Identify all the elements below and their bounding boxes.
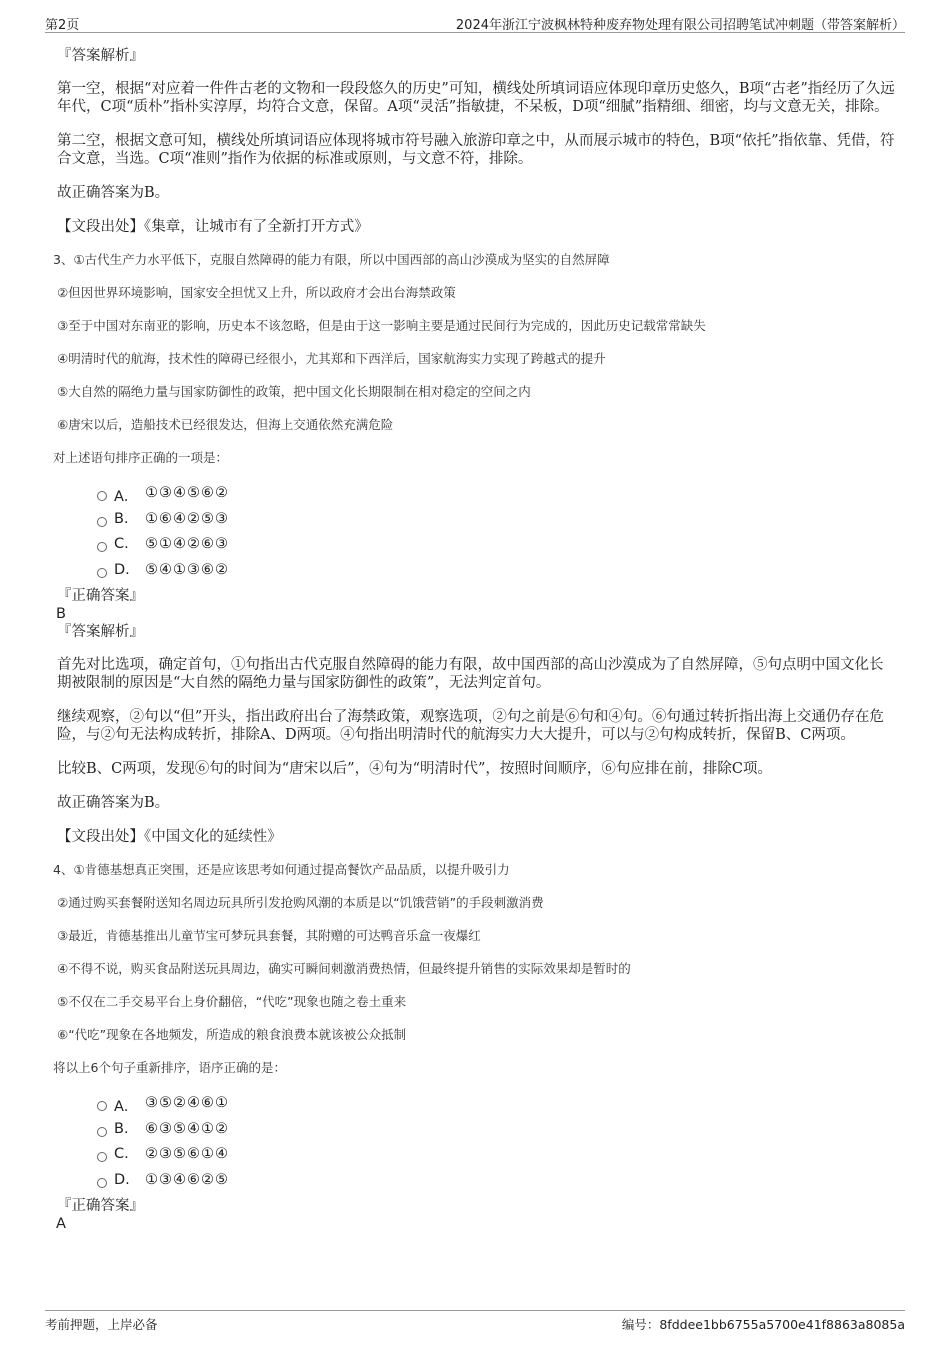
- answer-value: A: [56, 1216, 66, 1232]
- radio-button[interactable]: [97, 491, 107, 501]
- document-title: 2024年浙江宁波枫林特种废弃物处理有限公司招聘笔试冲刺题（带答案解析）: [455, 18, 905, 33]
- analysis-paragraph: 第一空，根据“对应着一件件古老的文物和一段段悠久的历史”可知，横线处所填词语应体现印章历史悠久，B项“古老”指经历了久远年代，C项“质朴”指朴实淳厚，均符合文意，保留。A项“灵活”指敏捷，不呆板，D项“细腻”指精细、细密，均与文意无关，排除。: [57, 81, 895, 115]
- radio-button[interactable]: [97, 1127, 107, 1137]
- analysis-paragraph: 第二空，根据文意可知，横线处所填词语应体现将城市符号融入旅游印章之中，从而展示城市的特色，B项“依托”指依靠、凭借，符合文意，当选。C项“准则”指作为依据的标准或原则，与文意不符，排除。: [57, 133, 895, 167]
- radio-button[interactable]: [97, 1152, 107, 1162]
- analysis-conclusion: 故正确答案为B。: [57, 795, 170, 811]
- question-sentence: 3、①古代生产力水平低下，克服自然障碍的能力有限，所以中国西部的高山沙漠成为坚实的自然屏障: [53, 252, 610, 267]
- source-citation: 【文段出处】《集章，让城市有了全新打开方式》: [57, 219, 369, 235]
- option-a[interactable]: A． ①③④⑤⑥②: [57, 484, 897, 510]
- source-citation: 【文段出处】《中国文化的延续性》: [57, 829, 282, 845]
- footer-slogan: 考前押题，上岸必备: [45, 1317, 158, 1332]
- analysis-paragraph: 比较B、C两项，发现⑥句的时间为“唐宋以后”，④句为“明清时代”，按照时间顺序，⑥句应排在前，排除C项。: [57, 761, 772, 777]
- answer-label: 『正确答案』: [57, 1198, 144, 1214]
- question-sentence: ④不得不说，购买食品附送玩具周边，确实可瞬间刺激消费热情，但最终提升销售的实际效果却是暂时的: [57, 961, 631, 976]
- option-c[interactable]: C. ②③⑤⑥①④: [57, 1145, 897, 1171]
- radio-button[interactable]: [97, 568, 107, 578]
- question-sentence: ②但因世界环境影响，国家安全担忧又上升，所以政府才会出台海禁政策: [57, 285, 456, 300]
- page-header: [45, 10, 905, 33]
- document-body: [53, 42, 897, 1233]
- document-id: 编号：8fddee1bb6755a5700e41f8863a8085a: [621, 1317, 905, 1332]
- option-c[interactable]: C. ⑤①④②⑥③: [57, 535, 897, 561]
- question-sentence: ②通过购买套餐附送知名周边玩具所引发抢购风潮的本质是以“饥饿营销”的手段刺激消费: [57, 895, 544, 910]
- question-prompt: 将以上6个句子重新排序，语序正确的是：: [53, 1060, 286, 1075]
- option-d[interactable]: D. ①③④⑥②⑤: [57, 1171, 897, 1197]
- option-b[interactable]: B. ⑥③⑤④①②: [57, 1120, 897, 1146]
- question-sentence: ③至于中国对东南亚的影响，历史本不该忽略，但是由于这一影响主要是通过民间行为完成的，因此历史记载常常缺失: [57, 318, 706, 333]
- question-prompt: 对上述语句排序正确的一项是：: [53, 450, 229, 465]
- question-sentence: ⑥“代吃”现象在各地频发，所造成的粮食浪费本就该被公众抵制: [57, 1027, 407, 1042]
- radio-button[interactable]: [97, 1101, 107, 1111]
- answer-value: B: [56, 606, 66, 622]
- question-sentence: ⑥唐宋以后，造船技术已经很发达，但海上交通依然充满危险: [57, 417, 394, 432]
- radio-button[interactable]: [97, 517, 107, 527]
- analysis-label: 『答案解析』: [57, 48, 144, 64]
- page-footer: [45, 1310, 905, 1332]
- question-sentence: ④明清时代的航海，技术性的障碍已经很小，尤其郑和下西洋后，国家航海实力实现了跨越式的提升: [57, 351, 606, 366]
- option-d[interactable]: D. ⑤④①③⑥②: [57, 561, 897, 587]
- question-sentence: 4、①肯德基想真正突围，还是应该思考如何通过提高餐饮产品品质，以提升吸引力: [53, 862, 510, 877]
- question-sentence: ⑤大自然的隔绝力量与国家防御性的政策，把中国文化长期限制在相对稳定的空间之内: [57, 384, 531, 399]
- analysis-paragraph: 首先对比选项，确定首句，①句指出古代克服自然障碍的能力有限，故中国西部的高山沙漠成为了自然屏障，⑤句点明中国文化长期被限制的原因是“大自然的隔绝力量与国家防御性的政策”，无法判定首句。: [57, 657, 884, 691]
- question-sentence: ③最近，肯德基推出儿童节宝可梦玩具套餐，其附赠的可达鸭音乐盒一夜爆红: [57, 928, 481, 943]
- question-sentence: ⑤不仅在二手交易平台上身价翻倍，“代吃”现象也随之卷土重来: [57, 994, 407, 1009]
- option-a[interactable]: A． ③⑤②④⑥①: [57, 1094, 897, 1120]
- option-b[interactable]: B. ①⑥④②⑤③: [57, 510, 897, 536]
- analysis-conclusion: 故正确答案为B。: [57, 185, 170, 201]
- answer-label: 『正确答案』: [57, 588, 144, 604]
- analysis-label: 『答案解析』: [57, 624, 144, 640]
- analysis-paragraph: 继续观察，②句以“但”开头，指出政府出台了海禁政策，观察选项，②句之前是⑥句和④句。⑥句通过转折指出海上交通仍存在危险，与②句无法构成转折，排除A、D两项。④句指出明清时代的航海实力大大提升，可以与②句构成转折，保留B、C两项。: [57, 709, 884, 743]
- radio-button[interactable]: [97, 542, 107, 552]
- options-list: [57, 1094, 897, 1196]
- page-number: 第2页: [45, 18, 80, 33]
- options-list: [57, 484, 897, 586]
- radio-button[interactable]: [97, 1178, 107, 1188]
